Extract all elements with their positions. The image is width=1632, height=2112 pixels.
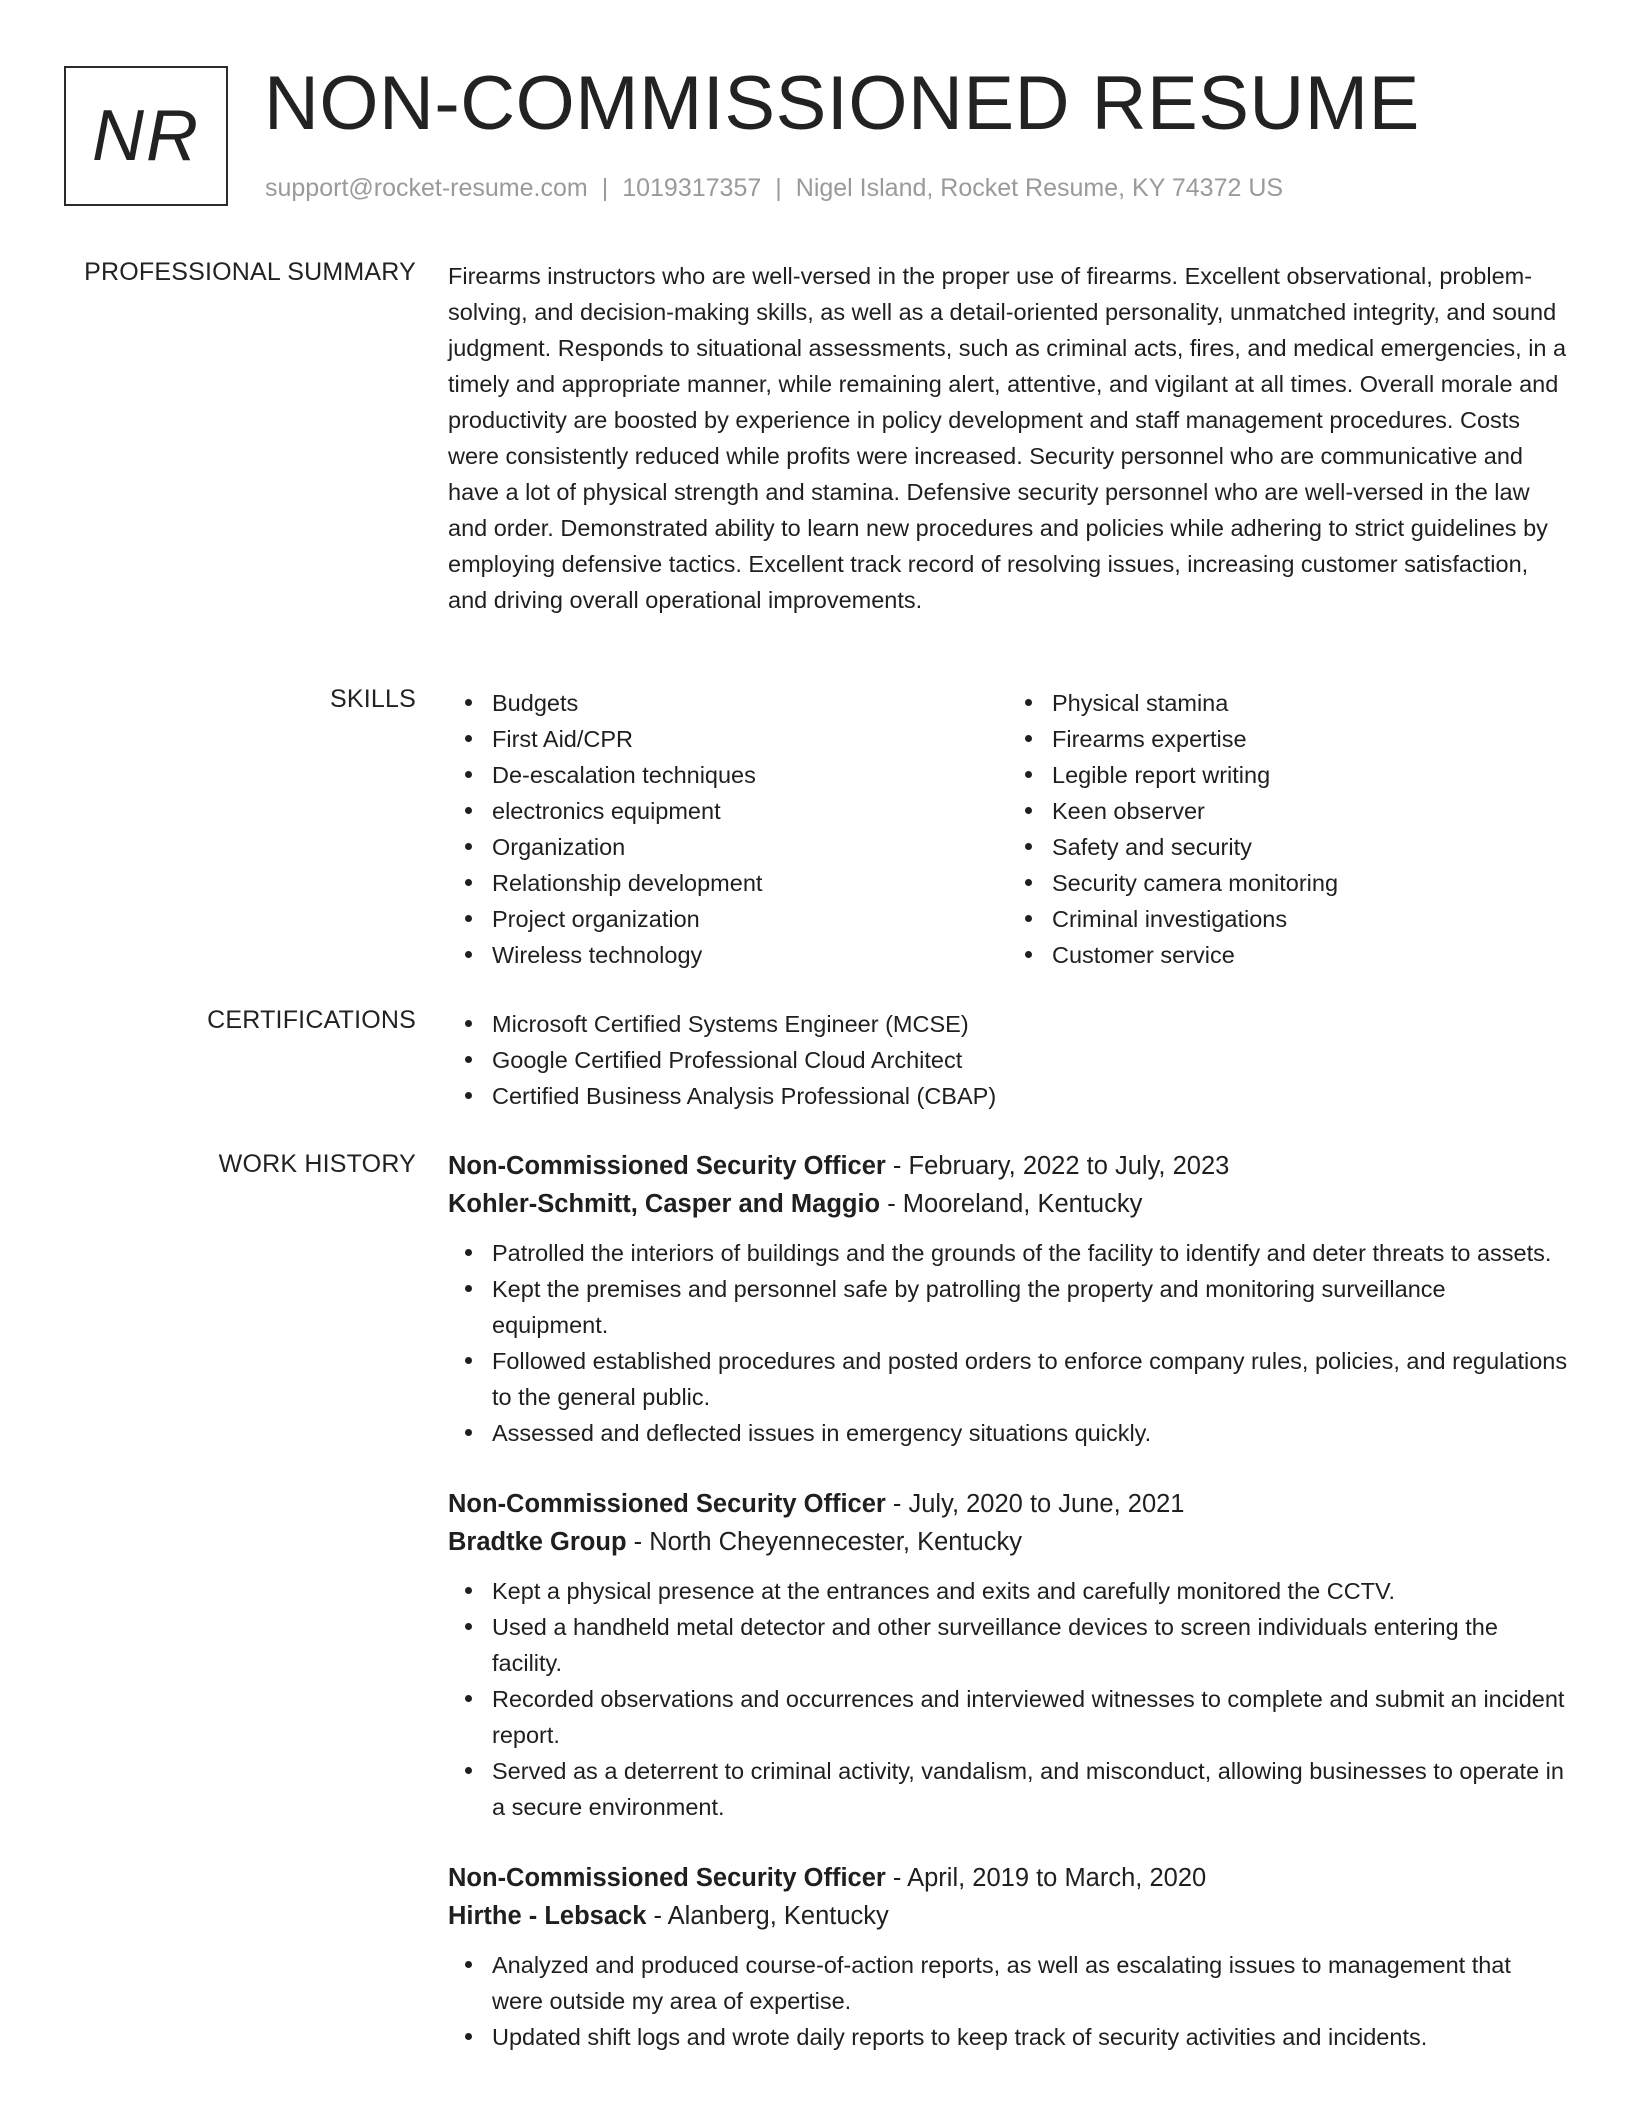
skill-item: Wireless technology (492, 937, 1008, 973)
job-bullet: Patrolled the interiors of buildings and the grounds of the facility to identify and deter threats to assets. (492, 1235, 1568, 1271)
job-company: Hirthe - Lebsack (448, 1902, 647, 1930)
job-title: Non-Commissioned Security Officer (448, 1152, 886, 1180)
skill-item: Relationship development (492, 865, 1008, 901)
job-bullet: Analyzed and produced course-of-action reports, as well as escalating issues to management that were outside my area of expertise. (492, 1947, 1568, 2019)
skill-item: Project organization (492, 901, 1008, 937)
skill-item: First Aid/CPR (492, 721, 1008, 757)
job-bullet: Assessed and deflected issues in emergency situations quickly. (492, 1415, 1568, 1451)
job-company: Bradtke Group (448, 1528, 627, 1556)
contact-separator: | (601, 174, 609, 202)
job-bullet: Followed established procedures and posted orders to enforce company rules, policies, and regulations to the general public. (492, 1343, 1568, 1415)
section-label-skills: SKILLS (330, 685, 416, 713)
job-bullets (448, 1947, 1568, 2055)
job-bullet: Recorded observations and occurrences and interviewed witnesses to complete and submit an incident report. (492, 1681, 1568, 1753)
work-history-body (448, 1147, 1568, 2089)
job-location: - North Cheyennecester, Kentucky (626, 1528, 1022, 1556)
skill-item: Organization (492, 829, 1008, 865)
skill-item: Physical stamina (1052, 685, 1568, 721)
job-bullet: Served as a deterrent to criminal activity, vandalism, and misconduct, allowing businesses to operate in a secure environment. (492, 1753, 1568, 1825)
job-title: Non-Commissioned Security Officer (448, 1490, 886, 1518)
resume-title: NON-COMMISSIONED RESUME (264, 61, 1420, 146)
skill-item: Firearms expertise (1052, 721, 1568, 757)
job-title-line (448, 1485, 1568, 1523)
skill-item: electronics equipment (492, 793, 1008, 829)
job-company-line (448, 1523, 1568, 1561)
contact-email[interactable]: support@rocket-resume.com (265, 174, 588, 202)
skills-list-left (448, 685, 1008, 973)
skill-item: Customer service (1052, 937, 1568, 973)
certification-item: Google Certified Professional Cloud Architect (492, 1042, 1568, 1078)
job-bullet: Updated shift logs and wrote daily reports to keep track of security activities and incidents. (492, 2019, 1568, 2055)
skill-item: Criminal investigations (1052, 901, 1568, 937)
job-dates: - February, 2022 to July, 2023 (885, 1152, 1230, 1180)
job-entry (448, 1147, 1568, 1451)
certifications-list (448, 1006, 1568, 1114)
certifications-body (448, 1006, 1568, 1114)
summary-body (448, 258, 1568, 618)
skill-item: Legible report writing (1052, 757, 1568, 793)
contact-separator: | (775, 174, 782, 202)
contact-phone[interactable]: 1019317357 (622, 174, 762, 202)
certification-item: Certified Business Analysis Professional (CBAP) (492, 1078, 1568, 1114)
skill-item: Security camera monitoring (1052, 865, 1568, 901)
job-title: Non-Commissioned Security Officer (448, 1864, 886, 1892)
job-bullet: Used a handheld metal detector and other surveillance devices to screen individuals entering the facility. (492, 1609, 1568, 1681)
job-dates: - April, 2019 to March, 2020 (885, 1864, 1207, 1892)
job-company-line (448, 1897, 1568, 1935)
section-label-certifications: CERTIFICATIONS (207, 1006, 416, 1034)
job-bullets (448, 1573, 1568, 1825)
skill-item: De-escalation techniques (492, 757, 1008, 793)
skills-body (448, 685, 1568, 973)
job-title-line (448, 1147, 1568, 1185)
monogram-badge (64, 66, 228, 206)
job-bullet: Kept a physical presence at the entrances and exits and carefully monitored the CCTV. (492, 1573, 1568, 1609)
summary-text: Firearms instructors who are well-versed in the proper use of firearms. Excellent observational, problem-solving, and decision-making skills, as well as a detail-oriented personality, unmatched integrity, and sound judgment. Responds to situational assessments, such as criminal acts, fires, and medical emergencies, in a timely and appropriate manner, while remaining alert, attentive, and vigilant at all times. Overall morale and productivity are boosted by experience in policy development and staff management procedures. Costs were consistently reduced while profits were increased. Security personnel who are communicative and have a lot of physical strength and stamina. Defensive security personnel who are well-versed in the law and order. Demonstrated ability to learn new procedures and policies while adhering to strict guidelines by employing defensive tactics. Excellent track record of resolving issues, increasing customer satisfaction, and driving overall operational improvements. (448, 263, 1567, 613)
resume-header (64, 61, 1604, 212)
job-bullets (448, 1235, 1568, 1451)
monogram-initials: NR (92, 96, 200, 176)
job-location: - Mooreland, Kentucky (880, 1190, 1143, 1218)
skills-list-right (1008, 685, 1568, 973)
section-label-summary: PROFESSIONAL SUMMARY (84, 258, 416, 286)
certification-item: Microsoft Certified Systems Engineer (MCSE) (492, 1006, 1568, 1042)
job-dates: - July, 2020 to June, 2021 (885, 1490, 1185, 1518)
contact-address: Nigel Island, Rocket Resume, KY 74372 US (795, 174, 1284, 202)
job-entry (448, 1485, 1568, 1825)
skill-item: Keen observer (1052, 793, 1568, 829)
section-label-work-history: WORK HISTORY (218, 1150, 416, 1178)
skill-item: Budgets (492, 685, 1008, 721)
job-company-line (448, 1185, 1568, 1223)
job-entry (448, 1859, 1568, 2055)
job-company: Kohler-Schmitt, Casper and Maggio (448, 1190, 881, 1218)
contact-line (265, 174, 1283, 203)
job-location: - Alanberg, Kentucky (646, 1902, 889, 1930)
job-bullet: Kept the premises and personnel safe by patrolling the property and monitoring surveillance equipment. (492, 1271, 1568, 1343)
skill-item: Safety and security (1052, 829, 1568, 865)
job-title-line (448, 1859, 1568, 1897)
